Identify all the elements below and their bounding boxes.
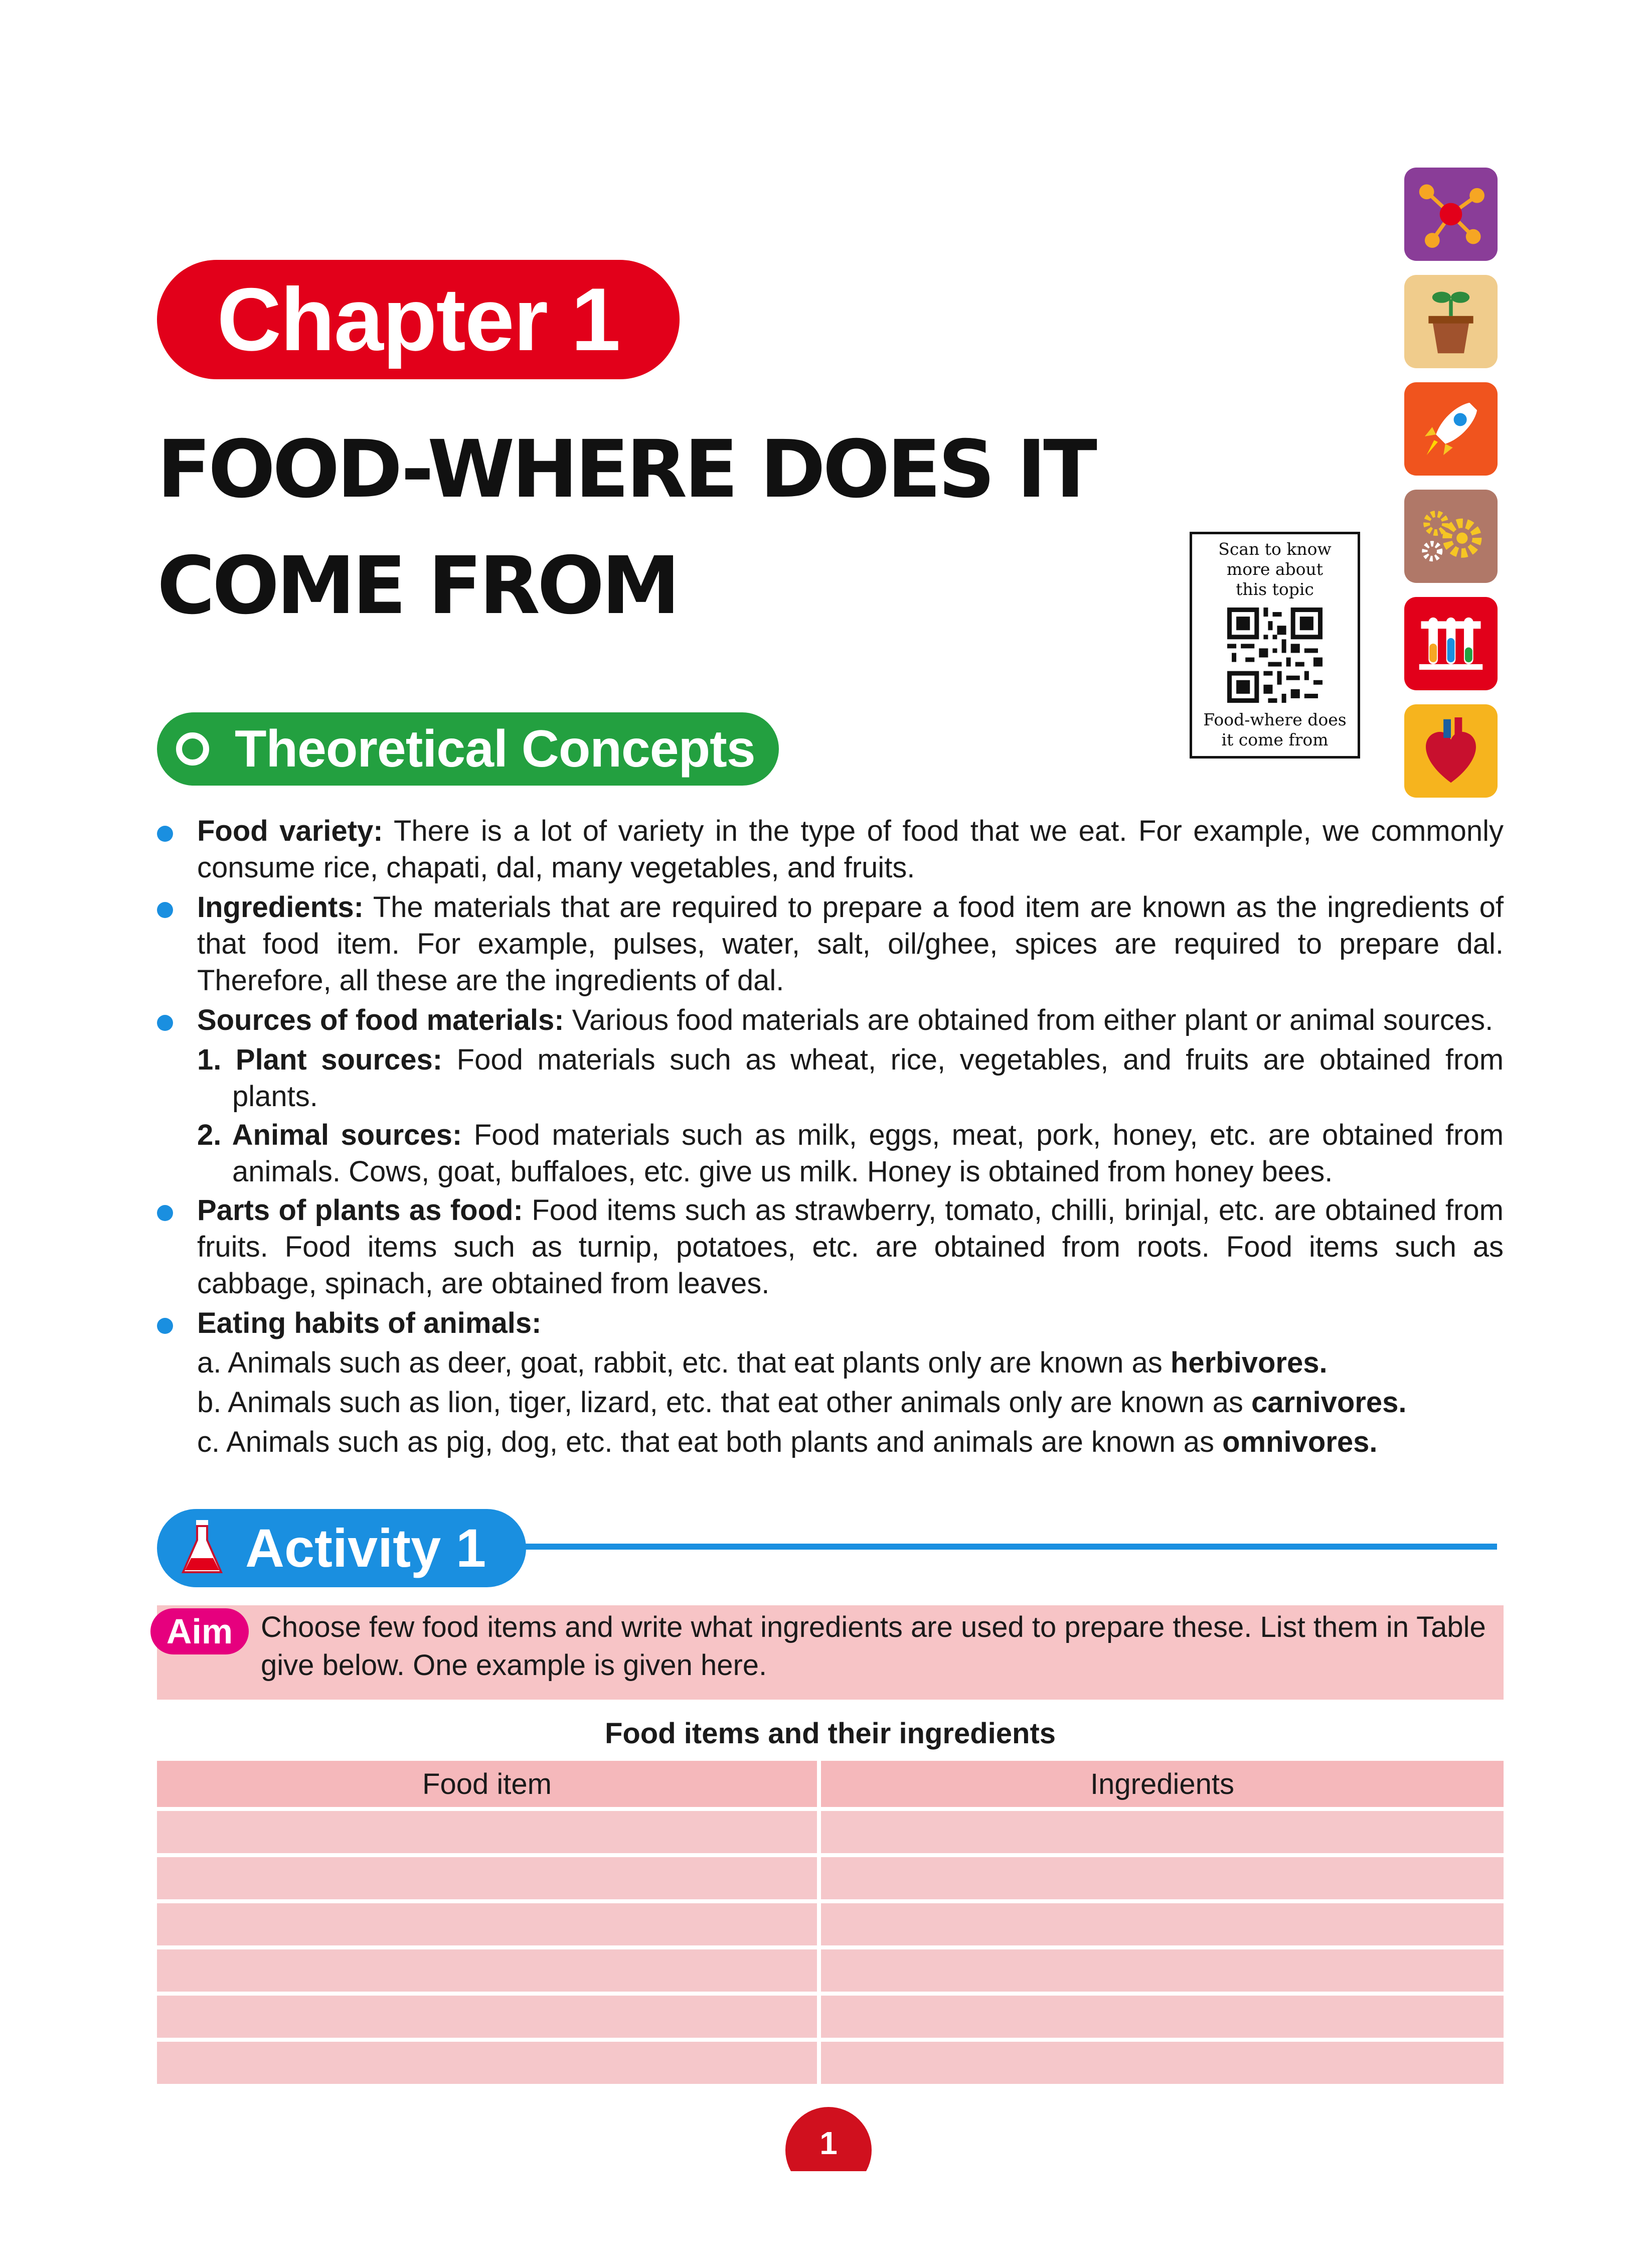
definition: b. Animals such as lion, tiger, lizard, etc. that eat other animals only are known as [197, 1386, 1251, 1419]
ingredients-table [157, 1761, 1504, 2088]
table-cell[interactable] [821, 1996, 1504, 2042]
table-row [157, 1949, 1504, 1996]
qr-box [1190, 532, 1360, 759]
molecule-icon [1404, 168, 1498, 261]
definition: a. Animals such as deer, goat, rabbit, etc. that eat plants only are known as [197, 1346, 1171, 1379]
plant-pot-icon [1404, 275, 1498, 368]
flask-icon [177, 1518, 227, 1578]
list-item [157, 889, 1504, 999]
activity-header [157, 1509, 526, 1587]
circle-icon [176, 732, 209, 766]
concepts-list [157, 813, 1504, 1463]
term: Sources of food materials: [197, 1004, 564, 1036]
chapter-title [157, 411, 1160, 644]
table-cell[interactable] [157, 1996, 821, 2042]
section-heading [157, 712, 779, 786]
term: Ingredients: [197, 891, 364, 924]
term: Parts of plants as food: [197, 1194, 523, 1227]
list-item [157, 1192, 1504, 1302]
divider [522, 1544, 1497, 1550]
term: Food variety: [197, 815, 383, 847]
term: omnivores. [1222, 1426, 1378, 1458]
qr-caption-line: it come from [1221, 730, 1329, 749]
qr-caption-line: Food-where does [1203, 710, 1347, 729]
list-item [157, 1002, 1504, 1038]
sub-list-item [157, 1117, 1504, 1190]
term: herbivores. [1170, 1346, 1328, 1379]
bullet-icon [157, 1205, 173, 1221]
section-heading-text: Theoretical Concepts [235, 720, 755, 778]
test-tubes-icon [1404, 597, 1498, 690]
table-row [157, 2042, 1504, 2088]
aim-text: Choose few food items and write what ingredients are used to prepare these. List them in Table give below. One example is given here. [261, 1611, 1486, 1682]
sub-list-item [157, 1424, 1504, 1460]
term: carnivores. [1251, 1386, 1407, 1419]
bullet-icon [157, 902, 173, 918]
qr-caption-line: this topic [1236, 579, 1314, 599]
qr-caption-line: Scan to know [1218, 539, 1332, 559]
bullet-icon [157, 1015, 173, 1031]
qr-caption-top [1192, 539, 1358, 599]
table-row [157, 1811, 1504, 1857]
table-cell[interactable] [157, 1811, 821, 1857]
table-row [157, 1857, 1504, 1903]
gears-icon [1404, 490, 1498, 583]
term: 2. Animal sources: [197, 1119, 462, 1151]
table-row [157, 1996, 1504, 2042]
definition: Various food materials are obtained from either plant or animal sources. [564, 1004, 1494, 1036]
column-header: Ingredients [821, 1761, 1504, 1811]
chapter-title-line2: COME FROM [157, 540, 678, 632]
term: 1. Plant sources: [197, 1043, 443, 1076]
chapter-title-line1: FOOD-WHERE DOES IT [157, 423, 1094, 516]
list-item [157, 813, 1504, 886]
term: Eating habits of animals: [197, 1307, 542, 1339]
definition: The materials that are required to prepare a food item are known as the ingredients of that food item. For example, pulses, water, salt, oil/ghee, spices are required to prepare dal. Therefore, all these are the ingredients of dal. [197, 891, 1504, 997]
table-cell[interactable] [157, 1949, 821, 1996]
definition: There is a lot of variety in the type of food that we eat. For example, we commonly consume rice, chapati, dal, many vegetables, and fruits. [197, 815, 1504, 884]
activity-label: Activity 1 [245, 1518, 486, 1578]
page-bottom-margin [0, 2171, 1649, 2268]
list-item [157, 1305, 1504, 1341]
qr-caption-line: more about [1226, 559, 1324, 579]
bullet-icon [157, 826, 173, 842]
qr-code-icon[interactable] [1227, 608, 1323, 703]
table-cell[interactable] [821, 1949, 1504, 1996]
sub-list-item [157, 1384, 1504, 1421]
definition: Food materials such as milk, eggs, meat, pork, honey, etc. are obtained from animals. Cows, goat, buffaloes, etc. give us milk. Honey is obtained from honey bees. [232, 1119, 1504, 1188]
qr-caption-bottom [1192, 710, 1358, 750]
heart-icon [1404, 704, 1498, 798]
table-caption: Food items and their ingredients [604, 1717, 1056, 1750]
aim-badge: Aim [150, 1608, 249, 1654]
table-cell[interactable] [821, 2042, 1504, 2088]
table-cell[interactable] [821, 1903, 1504, 1949]
definition: Food items such as strawberry, tomato, chilli, brinjal, etc. are obtained from fruits. Food items such as turnip, potatoes, etc. are obtained from roots. Food items such as cabbage, spinach, are obtained from leaves. [197, 1194, 1504, 1300]
table-cell[interactable] [157, 1857, 821, 1903]
rocket-icon [1404, 382, 1498, 476]
table-cell[interactable] [821, 1857, 1504, 1903]
table-header-row [157, 1761, 1504, 1811]
chapter-label: Chapter 1 [157, 260, 680, 379]
sub-list-item [157, 1041, 1504, 1115]
table-cell[interactable] [821, 1811, 1504, 1857]
table-cell[interactable] [157, 1903, 821, 1949]
table-cell[interactable] [157, 2042, 821, 2088]
table-row [157, 1903, 1504, 1949]
bullet-icon [157, 1318, 173, 1334]
definition: c. Animals such as pig, dog, etc. that eat both plants and animals are known as [197, 1426, 1223, 1458]
column-header: Food item [157, 1761, 821, 1811]
sub-list-item [157, 1344, 1504, 1381]
definition: Food materials such as wheat, rice, vegetables, and fruits are obtained from plants. [232, 1043, 1504, 1113]
page-number-text: 1 [819, 2125, 838, 2161]
